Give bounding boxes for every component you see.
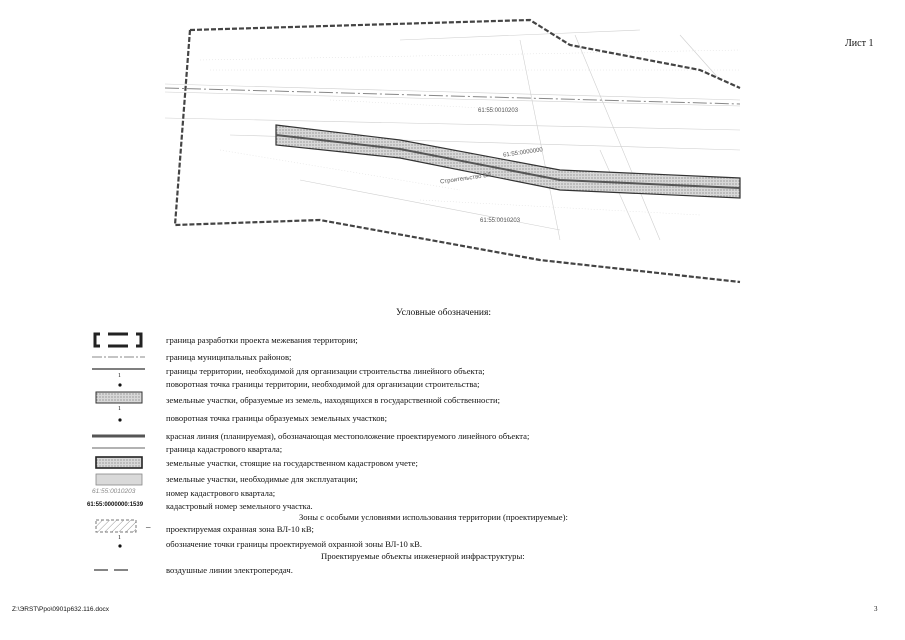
legend-symbol-zone-point	[118, 544, 121, 547]
footer-page-number: 3	[874, 605, 878, 613]
legend-item-parcel-number: кадастровый номер земельного участка.	[166, 501, 313, 511]
municipal-boundary	[165, 88, 740, 104]
legend-symbol-parcel	[96, 392, 142, 403]
legend-item-parcel-point: поворотная точка границы образуемых земельных участков;	[166, 413, 387, 423]
legend-item-quarter-boundary: граница кадастрового квартала;	[166, 444, 283, 454]
legend-point-number-2: 1	[118, 406, 121, 412]
sheet-label: Лист 1	[845, 38, 874, 49]
map-cadastral-quarter-label: 61:55:0010203	[480, 218, 521, 224]
map-object-label: Строительство ВЛ	[439, 172, 492, 186]
legend-item-red-line: красная линия (планируемая), обозначающая местоположение проектируемого линейного объекта;	[166, 431, 530, 441]
legend-item-registered-parcels: земельные участки, стоящие на государственном кадастровом учете;	[166, 458, 418, 468]
footer-file-path: Z:\ЭRST\Рро\0901р632.116.docx	[12, 606, 110, 613]
legend-item-power-lines: воздушные линии электропередач.	[166, 565, 293, 575]
legend-item-protection-zone: проектируемая охранная зона ВЛ-10 кВ;	[166, 524, 314, 534]
legend-symbol-parcel-point	[118, 418, 121, 421]
legend-point-number-3: 1	[118, 535, 121, 541]
legend-subtitle-infra: Проектируемые объекты инженерной инфраструктуры:	[321, 551, 525, 561]
legend-symbol-point	[118, 383, 121, 386]
legend-symbol-operation-parcel	[96, 474, 142, 485]
project-boundary	[190, 20, 740, 88]
legend-parcel-number-sample: 61:55:0000000:1539	[87, 502, 144, 508]
legend-title: Условные обозначения:	[396, 308, 492, 318]
map-road-label: 61:55:0010203	[478, 108, 519, 114]
legend-symbol-registered-parcel	[96, 457, 142, 468]
legend-item-quarter-number: номер кадастрового квартала;	[166, 488, 276, 498]
legend-symbol-protection-zone	[96, 520, 136, 532]
legend-zone-dash: –	[146, 522, 151, 532]
line-object-corridor	[276, 125, 740, 198]
legend-quarter-number-sample: 61:55:0010203	[92, 488, 136, 495]
legend-item-territory-point: поворотная точка границы территории, необходимой для организации строительства;	[166, 379, 480, 389]
map-zone-label: 61:55:0000000	[502, 147, 544, 159]
legend-item-project-boundary: граница разработки проекта межевания территории;	[166, 335, 358, 345]
legend-item-state-parcels: земельные участки, образуемые из земель, находящихся в государственной собственности;	[166, 395, 501, 405]
legend-point-number: 1	[118, 373, 121, 379]
legend-item-municipal: граница муниципальных районов;	[166, 352, 292, 362]
legend-item-operation-parcels: земельные участки, необходимые для эксплуатации;	[166, 474, 358, 484]
legend-subtitle-zones: Зоны с особыми условиями использования территории (проектируемые):	[299, 512, 568, 522]
legend-item-zone-point: обозначение точки границы проектируемой охранной зоны ВЛ-10 кВ.	[166, 539, 423, 549]
legend-item-territory: границы территории, необходимой для организации строительства линейного объекта;	[166, 366, 485, 376]
cadastral-map	[0, 0, 905, 300]
legend-symbol-project-boundary	[95, 334, 141, 346]
